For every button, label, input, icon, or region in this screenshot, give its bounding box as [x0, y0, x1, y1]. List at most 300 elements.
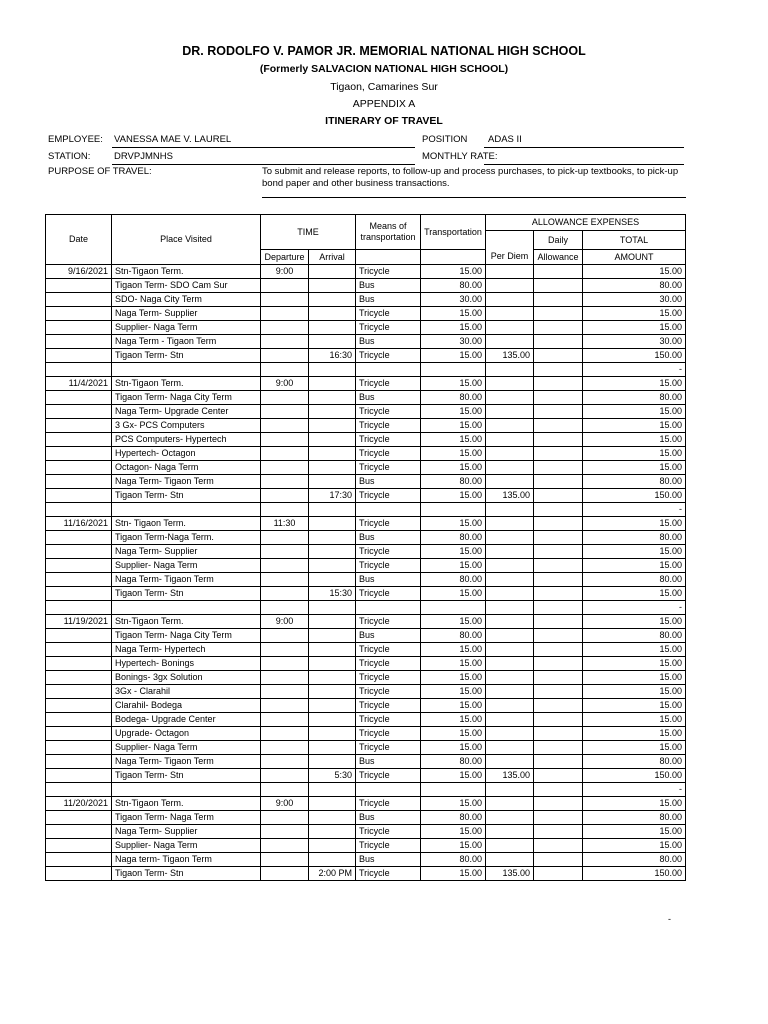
header-daily: Daily	[534, 231, 583, 250]
row-arrival	[309, 601, 356, 615]
row-means: Tricycle	[356, 671, 421, 685]
row-arrival	[309, 447, 356, 461]
row-date	[46, 741, 112, 755]
row-daily-allowance	[534, 657, 583, 671]
row-transportation: 15.00	[421, 699, 486, 713]
row-means: Tricycle	[356, 867, 421, 881]
row-daily-allowance	[534, 265, 583, 279]
row-transportation	[421, 601, 486, 615]
row-arrival	[309, 727, 356, 741]
row-place	[112, 601, 261, 615]
row-transportation: 15.00	[421, 377, 486, 391]
row-departure: 11:30	[261, 517, 309, 531]
row-per-diem	[486, 727, 534, 741]
row-transportation: 80.00	[421, 531, 486, 545]
row-daily-allowance	[534, 867, 583, 881]
row-means: Bus	[356, 755, 421, 769]
row-per-diem	[486, 657, 534, 671]
row-transportation	[421, 503, 486, 517]
row-arrival	[309, 419, 356, 433]
row-arrival	[309, 811, 356, 825]
row-daily-allowance	[534, 349, 583, 363]
row-transportation: 15.00	[421, 769, 486, 783]
row-per-diem	[486, 671, 534, 685]
row-means: Tricycle	[356, 265, 421, 279]
row-daily-allowance	[534, 671, 583, 685]
row-per-diem	[486, 699, 534, 713]
row-arrival	[309, 657, 356, 671]
row-departure	[261, 433, 309, 447]
header-transportation: Transportation	[421, 215, 486, 250]
row-per-diem	[486, 601, 534, 615]
row-date: 9/16/2021	[46, 265, 112, 279]
row-arrival	[309, 265, 356, 279]
row-departure	[261, 349, 309, 363]
row-transportation: 15.00	[421, 587, 486, 601]
row-total: 15.00	[583, 447, 686, 461]
row-place: Octagon- Naga Term	[112, 461, 261, 475]
row-departure	[261, 685, 309, 699]
row-date: 11/4/2021	[46, 377, 112, 391]
table-row	[46, 377, 686, 391]
row-means: Bus	[356, 279, 421, 293]
row-departure: 9:00	[261, 615, 309, 629]
school-location: Tigaon, Camarines Sur	[330, 81, 438, 93]
row-date	[46, 643, 112, 657]
row-date	[46, 391, 112, 405]
row-date	[46, 699, 112, 713]
row-place: Naga Term- Supplier	[112, 545, 261, 559]
row-departure	[261, 741, 309, 755]
row-departure	[261, 839, 309, 853]
row-transportation: 80.00	[421, 279, 486, 293]
row-total: 15.00	[583, 321, 686, 335]
row-date	[46, 657, 112, 671]
row-place: Stn- Tigaon Term.	[112, 517, 261, 531]
table-row	[46, 811, 686, 825]
row-means: Bus	[356, 853, 421, 867]
row-means: Bus	[356, 335, 421, 349]
row-daily-allowance	[534, 797, 583, 811]
row-transportation: 15.00	[421, 741, 486, 755]
row-transportation: 15.00	[421, 727, 486, 741]
row-per-diem	[486, 419, 534, 433]
row-date	[46, 825, 112, 839]
row-transportation: 15.00	[421, 517, 486, 531]
row-means: Tricycle	[356, 797, 421, 811]
row-departure	[261, 713, 309, 727]
row-place: Tigaon Term- Stn	[112, 489, 261, 503]
row-date	[46, 447, 112, 461]
row-place: Supplier- Naga Term	[112, 321, 261, 335]
table-row	[46, 783, 686, 797]
row-arrival	[309, 629, 356, 643]
table-row	[46, 335, 686, 349]
table-row	[46, 573, 686, 587]
row-per-diem	[486, 797, 534, 811]
purpose-label: PURPOSE OF TRAVEL:	[48, 166, 152, 177]
row-date	[46, 713, 112, 727]
row-per-diem: 135.00	[486, 867, 534, 881]
header-place: Place Visited	[112, 215, 261, 265]
row-per-diem	[486, 559, 534, 573]
row-arrival	[309, 825, 356, 839]
row-departure	[261, 601, 309, 615]
row-per-diem	[486, 461, 534, 475]
row-arrival	[309, 783, 356, 797]
table-row	[46, 867, 686, 881]
row-transportation: 15.00	[421, 419, 486, 433]
row-total: 80.00	[583, 391, 686, 405]
row-place: Tigaon Term- Stn	[112, 867, 261, 881]
row-means: Tricycle	[356, 727, 421, 741]
row-total: 15.00	[583, 405, 686, 419]
table-row	[46, 447, 686, 461]
table-row	[46, 615, 686, 629]
row-place: Stn-Tigaon Term.	[112, 265, 261, 279]
row-date	[46, 783, 112, 797]
row-total: 15.00	[583, 307, 686, 321]
row-per-diem: 135.00	[486, 769, 534, 783]
row-arrival	[309, 685, 356, 699]
row-total: 15.00	[583, 699, 686, 713]
row-date	[46, 671, 112, 685]
row-date: 11/16/2021	[46, 517, 112, 531]
row-total: 150.00	[583, 349, 686, 363]
table-row	[46, 321, 686, 335]
row-means	[356, 363, 421, 377]
row-date	[46, 839, 112, 853]
row-arrival	[309, 573, 356, 587]
row-daily-allowance	[534, 363, 583, 377]
row-departure	[261, 825, 309, 839]
row-transportation: 15.00	[421, 825, 486, 839]
row-means	[356, 783, 421, 797]
table-row	[46, 419, 686, 433]
row-per-diem	[486, 307, 534, 321]
row-daily-allowance	[534, 307, 583, 321]
table-row	[46, 307, 686, 321]
row-per-diem	[486, 755, 534, 769]
row-place: Stn-Tigaon Term.	[112, 797, 261, 811]
row-departure: 9:00	[261, 265, 309, 279]
row-total: 15.00	[583, 419, 686, 433]
row-total: 15.00	[583, 685, 686, 699]
table-row	[46, 755, 686, 769]
table-row	[46, 293, 686, 307]
row-date	[46, 461, 112, 475]
table-row	[46, 279, 686, 293]
row-arrival	[309, 307, 356, 321]
row-daily-allowance	[534, 587, 583, 601]
row-arrival: 17:30	[309, 489, 356, 503]
row-arrival	[309, 755, 356, 769]
row-means: Tricycle	[356, 685, 421, 699]
row-arrival	[309, 797, 356, 811]
row-per-diem	[486, 685, 534, 699]
row-arrival	[309, 377, 356, 391]
row-transportation: 15.00	[421, 657, 486, 671]
row-place: Naga Term- Hypertech	[112, 643, 261, 657]
table-row	[46, 405, 686, 419]
row-daily-allowance	[534, 293, 583, 307]
table-row	[46, 517, 686, 531]
row-transportation: 80.00	[421, 391, 486, 405]
row-departure	[261, 293, 309, 307]
table-row	[46, 489, 686, 503]
row-place: 3Gx - Clarahil	[112, 685, 261, 699]
row-per-diem	[486, 811, 534, 825]
station-value: DRVPJMNHS	[114, 151, 173, 162]
purpose-value: To submit and release reports, to follow-up and process purchases, to pick-up textbooks, to pick-up bond paper and other business transactions.	[262, 166, 679, 189]
row-daily-allowance	[534, 321, 583, 335]
row-place: Tigaon Term- Stn	[112, 349, 261, 363]
row-total: 15.00	[583, 377, 686, 391]
row-date	[46, 587, 112, 601]
row-departure	[261, 461, 309, 475]
row-arrival	[309, 853, 356, 867]
row-arrival: 5:30	[309, 769, 356, 783]
row-date	[46, 503, 112, 517]
table-row	[46, 797, 686, 811]
row-place: Naga Term- Tigaon Term	[112, 475, 261, 489]
table-row	[46, 545, 686, 559]
row-arrival	[309, 545, 356, 559]
row-date	[46, 727, 112, 741]
row-transportation: 80.00	[421, 755, 486, 769]
row-means: Tricycle	[356, 405, 421, 419]
row-transportation: 15.00	[421, 307, 486, 321]
row-departure	[261, 307, 309, 321]
row-date	[46, 629, 112, 643]
row-place: Stn-Tigaon Term.	[112, 377, 261, 391]
row-transportation: 15.00	[421, 643, 486, 657]
row-per-diem	[486, 531, 534, 545]
school-name: DR. RODOLFO V. PAMOR JR. MEMORIAL NATIONAL HIGH SCHOOL	[182, 44, 586, 58]
row-means: Tricycle	[356, 433, 421, 447]
row-place: Tigaon Term- Naga City Term	[112, 391, 261, 405]
row-arrival	[309, 531, 356, 545]
row-per-diem	[486, 377, 534, 391]
row-daily-allowance	[534, 489, 583, 503]
row-daily-allowance	[534, 447, 583, 461]
row-transportation: 15.00	[421, 265, 486, 279]
row-place: Bonings- 3gx Solution	[112, 671, 261, 685]
table-row	[46, 433, 686, 447]
row-place: Upgrade- Octagon	[112, 727, 261, 741]
row-place: 3 Gx- PCS Computers	[112, 419, 261, 433]
table-row	[46, 503, 686, 517]
row-place: Bodega- Upgrade Center	[112, 713, 261, 727]
row-per-diem	[486, 629, 534, 643]
row-total: -	[583, 601, 686, 615]
row-place: Supplier- Naga Term	[112, 839, 261, 853]
purpose-underline	[262, 197, 686, 198]
row-arrival	[309, 405, 356, 419]
row-daily-allowance	[534, 839, 583, 853]
row-per-diem	[486, 741, 534, 755]
row-total: 15.00	[583, 643, 686, 657]
table-row	[46, 265, 686, 279]
row-total: 150.00	[583, 489, 686, 503]
row-means: Tricycle	[356, 741, 421, 755]
row-transportation	[421, 363, 486, 377]
row-departure	[261, 769, 309, 783]
row-date	[46, 769, 112, 783]
row-per-diem	[486, 433, 534, 447]
table-row	[46, 769, 686, 783]
row-total: 150.00	[583, 769, 686, 783]
row-means: Tricycle	[356, 517, 421, 531]
row-transportation: 80.00	[421, 573, 486, 587]
row-total: 15.00	[583, 559, 686, 573]
row-arrival	[309, 293, 356, 307]
formerly-name: (Formerly SALVACION NATIONAL HIGH SCHOOL)	[259, 63, 509, 75]
table-row	[46, 657, 686, 671]
row-total: 15.00	[583, 713, 686, 727]
row-place: Supplier- Naga Term	[112, 559, 261, 573]
row-departure	[261, 335, 309, 349]
row-daily-allowance	[534, 391, 583, 405]
row-place: Tigaon Term- SDO Cam Sur	[112, 279, 261, 293]
row-departure	[261, 867, 309, 881]
row-departure: 9:00	[261, 377, 309, 391]
row-date	[46, 489, 112, 503]
position-underline	[484, 147, 684, 148]
row-total: 15.00	[583, 517, 686, 531]
row-daily-allowance	[534, 573, 583, 587]
appendix-label: APPENDIX A	[352, 98, 416, 110]
row-total: 80.00	[583, 531, 686, 545]
row-per-diem	[486, 825, 534, 839]
row-date	[46, 573, 112, 587]
row-place: Stn-Tigaon Term.	[112, 615, 261, 629]
row-departure	[261, 405, 309, 419]
row-daily-allowance	[534, 629, 583, 643]
row-transportation: 80.00	[421, 475, 486, 489]
table-row	[46, 685, 686, 699]
row-total: 30.00	[583, 293, 686, 307]
row-total: 15.00	[583, 825, 686, 839]
header-per-diem: Per Diem	[486, 250, 534, 265]
row-daily-allowance	[534, 853, 583, 867]
row-date	[46, 755, 112, 769]
row-per-diem	[486, 475, 534, 489]
row-per-diem	[486, 713, 534, 727]
row-daily-allowance	[534, 475, 583, 489]
header-means-blank	[356, 250, 421, 265]
row-arrival	[309, 335, 356, 349]
row-transportation: 30.00	[421, 293, 486, 307]
row-transportation: 15.00	[421, 349, 486, 363]
row-means: Bus	[356, 573, 421, 587]
row-daily-allowance	[534, 755, 583, 769]
row-arrival	[309, 475, 356, 489]
row-arrival	[309, 741, 356, 755]
table-row	[46, 531, 686, 545]
row-daily-allowance	[534, 279, 583, 293]
row-departure	[261, 643, 309, 657]
row-date: 11/20/2021	[46, 797, 112, 811]
header-departure: Departure	[261, 250, 309, 265]
row-place: Naga Term- Upgrade Center	[112, 405, 261, 419]
row-date	[46, 559, 112, 573]
row-transportation: 80.00	[421, 629, 486, 643]
row-date	[46, 433, 112, 447]
row-place: Tigaon Term- Stn	[112, 769, 261, 783]
row-means: Bus	[356, 475, 421, 489]
row-per-diem	[486, 545, 534, 559]
row-means: Bus	[356, 391, 421, 405]
row-daily-allowance	[534, 741, 583, 755]
row-per-diem	[486, 853, 534, 867]
row-means: Tricycle	[356, 559, 421, 573]
row-per-diem	[486, 783, 534, 797]
row-place: Supplier- Naga Term	[112, 741, 261, 755]
row-daily-allowance	[534, 461, 583, 475]
row-per-diem: 135.00	[486, 489, 534, 503]
row-means: Tricycle	[356, 377, 421, 391]
header-allowance: ALLOWANCE EXPENSES	[486, 215, 686, 231]
row-arrival	[309, 391, 356, 405]
row-transportation	[421, 783, 486, 797]
row-per-diem	[486, 587, 534, 601]
row-departure	[261, 475, 309, 489]
station-underline	[112, 164, 415, 165]
row-total: 80.00	[583, 755, 686, 769]
employee-value: VANESSA MAE V. LAUREL	[114, 134, 232, 145]
row-means: Tricycle	[356, 321, 421, 335]
row-departure	[261, 657, 309, 671]
row-date	[46, 335, 112, 349]
row-means: Tricycle	[356, 713, 421, 727]
row-departure	[261, 811, 309, 825]
row-place: Naga Term - Tigaon Term	[112, 335, 261, 349]
row-daily-allowance	[534, 419, 583, 433]
row-means: Tricycle	[356, 349, 421, 363]
row-per-diem	[486, 363, 534, 377]
row-departure	[261, 671, 309, 685]
row-per-diem	[486, 503, 534, 517]
row-daily-allowance	[534, 503, 583, 517]
row-date	[46, 853, 112, 867]
row-per-diem	[486, 293, 534, 307]
row-daily-allowance	[534, 517, 583, 531]
trailing-dash: -	[668, 914, 671, 924]
row-departure	[261, 629, 309, 643]
row-means: Tricycle	[356, 307, 421, 321]
row-means	[356, 601, 421, 615]
row-total: 15.00	[583, 741, 686, 755]
row-departure	[261, 391, 309, 405]
row-total: 15.00	[583, 657, 686, 671]
row-departure	[261, 279, 309, 293]
row-date	[46, 349, 112, 363]
header-total: TOTAL	[583, 231, 686, 250]
row-departure	[261, 587, 309, 601]
header-amount: AMOUNT	[583, 250, 686, 265]
row-transportation: 15.00	[421, 559, 486, 573]
row-place: SDO- Naga City Term	[112, 293, 261, 307]
row-means: Bus	[356, 531, 421, 545]
row-place: Naga term- Tigaon Term	[112, 853, 261, 867]
row-means: Tricycle	[356, 447, 421, 461]
row-date	[46, 531, 112, 545]
row-departure	[261, 531, 309, 545]
table-row	[46, 853, 686, 867]
row-place: Naga Term- Tigaon Term	[112, 573, 261, 587]
row-place: Clarahil- Bodega	[112, 699, 261, 713]
